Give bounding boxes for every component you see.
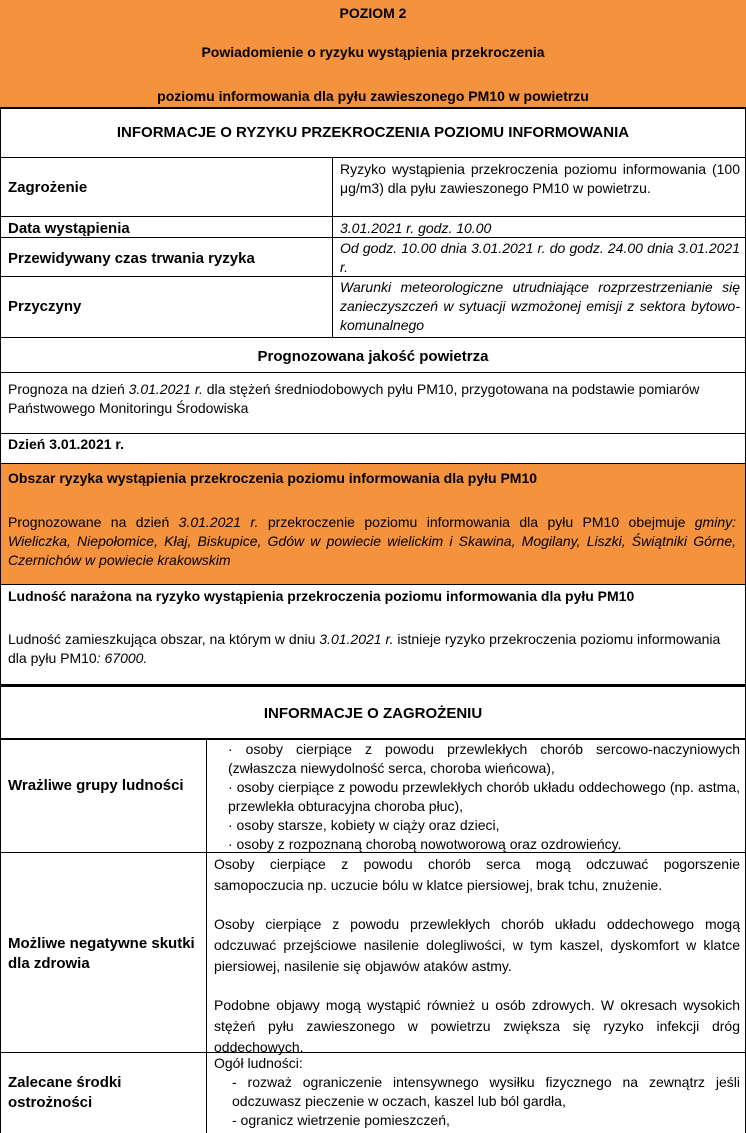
rule [0,107,746,109]
forecast-text: Prognoza na dzień 3.01.2021 r. dla stężeń średniodobowych pyłu PM10, przygotowana na podstawie pomiarów Państwowego Monitoringu Środowiska [8,381,700,416]
effects-paragraph: Osoby cierpiące z powodu przewlekłych chorób układu oddechowego mogą odczuwać przejściowe nasilenie dolegliwości, w tym kaszel, dyskomfort w klatce piersiowej, nasilenie się objawów ataków astmy. [214,916,740,974]
population-text: Ludność zamieszkująca obszar, na którym w dniu 3.01.2021 r. istnieje ryzyko przekroczenia poziomu informowania dla pyłu PM10: 67000. [8,631,721,666]
risk-value-threat: Ryzyko wystąpienia przekroczenia poziomu informowania (100 μg/m3) dla pyłu zawieszonego PM10 w powietrzu. [340,161,740,196]
header-title-line2: poziomu informowania dla pyłu zawieszonego PM10 w powietrzu [157,88,589,104]
list-item: · osoby cierpiące z powodu przewlekłych chorób sercowo-naczyniowych (zwłaszcza niewydolność serca, choroba wieńcowa), [228,741,740,776]
rule [332,157,333,337]
forecast-day: Dzień 3.01.2021 r. [8,436,124,452]
rule [0,584,746,585]
measures-text [214,1054,740,1130]
area-title: Obszar ryzyka wystąpienia przekroczenia poziomu informowania dla pyłu PM10 [8,470,538,486]
list-item: - ogranicz wietrzenie pomieszczeń, [232,1112,450,1128]
list-item: · osoby cierpiące z powodu przewlekłych chorób układu oddechowego (np. astma, przewlekła obturacyjna choroba płuc), [228,779,740,814]
rule [0,433,746,434]
measures-intro: Ogół ludności: [214,1055,303,1071]
risk-label-threat: Zagrożenie [8,179,88,196]
forecast-title: Prognozowana jakość powietrza [257,348,489,365]
effects-paragraph: Podobne objawy mogą wystąpić również u osób zdrowych. W okresach wysokich stężeń pyłu zawieszonego w powietrzu zwiększa się ryzyko infekcji dróg oddechowych. [214,997,740,1055]
level-label: POZIOM 2 [339,5,407,21]
risk-label-date: Data wystąpienia [8,220,130,237]
risk-value-causes: Warunki meteorologiczne utrudniające rozprzestrzenianie się zanieczyszczeń w sytuacji wzmożonej emisji z sektora bytowo-komunalnego [340,279,740,333]
rule [0,216,746,217]
header-title-line1: Powiadomienie o ryzyku wystąpienia przekroczenia [201,44,545,60]
rule [206,738,207,1133]
risk-value-duration: Od godz. 10.00 dnia 3.01.2021 r. do godz. 24.00 dnia 3.01.2021 r. [340,240,740,275]
sensitive-label: Wrażliwe grupy ludności [8,777,184,794]
rule [0,463,746,464]
rule [0,337,746,338]
hazard-title: INFORMACJE O ZAGROŻENIU [263,705,483,722]
risk-label-causes: Przyczyny [8,298,82,315]
area-text: Prognozowane na dzień 3.01.2021 r. przekroczenie poziomu informowania dla pyłu PM10 obejmuje gminy: Wieliczka, Niepołomice, Kłaj, Biskupice, Gdów w powiecie wielickim i Skawina, Mogilany, Liszki, Świątniki Górne, Czernichów w powiecie krakowskim [8,514,736,568]
effects-paragraph: Osoby cierpiące z powodu chorób serca mogą odczuwać pogorszenie samopoczucia np. uczucie bólu w klatce piersiowej, brak tchu, znużenie. [214,856,740,893]
list-item: · osoby z rozpoznaną chorobą nowotworową oraz ozdrowieńcy. [228,836,622,852]
rule [0,276,746,277]
risk-value-date: 3.01.2021 r. godz. 10.00 [340,220,492,236]
list-item: - rozważ ograniczenie intensywnego wysiłku fizycznego na zewnątrz jeśli odczuwasz pieczenie w oczach, kaszel lub ból gardła, [232,1074,740,1109]
effects-text [214,854,740,1058]
risk-label-duration: Przewidywany czas trwania ryzyka [8,250,255,267]
risk-info-title: INFORMACJE O RYZYKU PRZEKROCZENIA POZIOMU INFORMOWANIA [116,124,630,141]
rule [0,738,746,740]
rule [0,852,746,853]
population-title: Ludność narażona na ryzyko wystąpienia przekroczenia poziomu informowania dla pyłu PM10 [8,588,635,604]
rule [0,157,746,158]
rule [0,684,746,687]
area-panel [0,463,746,584]
rule [0,1052,746,1053]
effects-label: Możliwe negatywne skutki dla zdrowia [8,935,195,972]
sensitive-list [214,740,740,854]
rule [0,107,1,1133]
list-item: · osoby starsze, kobiety w ciąży oraz dzieci, [228,817,500,833]
rule [0,372,746,373]
measures-label: Zalecane środki ostrożności [8,1074,122,1111]
rule [0,237,746,238]
header-banner [0,0,746,107]
